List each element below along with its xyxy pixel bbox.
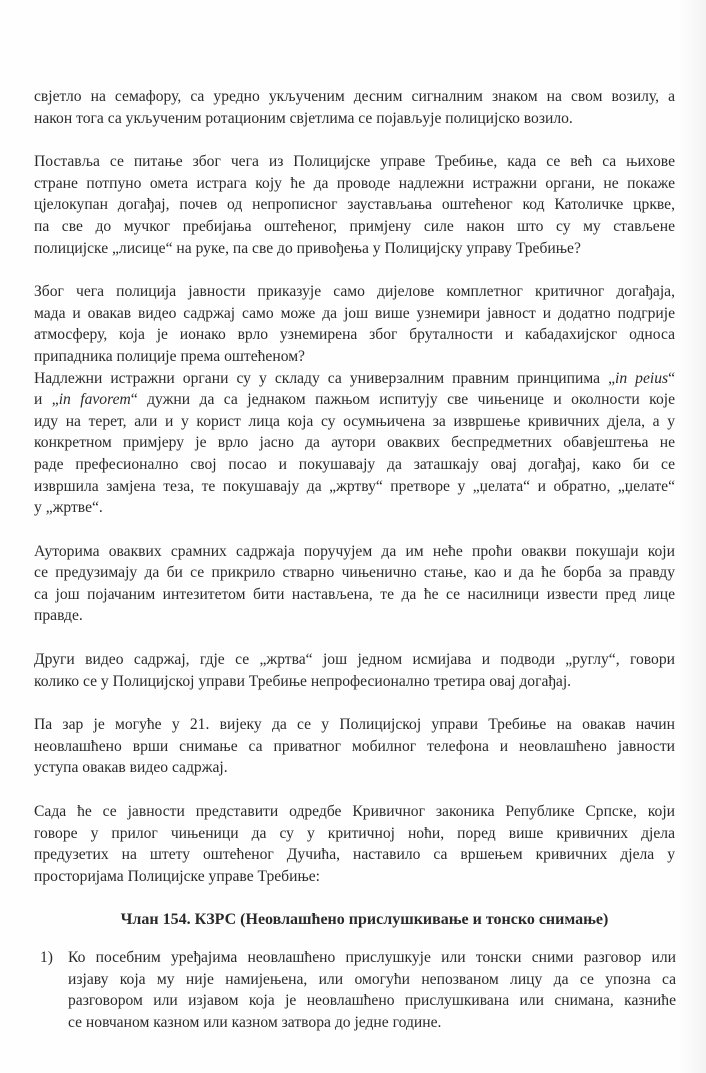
text-line: раде префесионално свој посао и покушавају да заташкају овај догађај, како би се [34, 455, 675, 473]
text-segment: “ [668, 369, 676, 387]
list-item [40, 947, 676, 1033]
text-line: Други видео садржај, гдје се „жртва“ још једном исмијава и подводи „руглу“, говори [34, 651, 675, 669]
text-line: иду на терет, али и у корист лица која су осумњичена за извршење кривичних дјела, а у [34, 412, 675, 430]
text-line: правде. [34, 607, 83, 625]
text-line: конкретном примјеру је врло јасно да аутори оваквих беспредметних обавјештења не [34, 434, 675, 452]
text-line-with-italic [34, 389, 675, 411]
text-line: свјетло на семафору, са уредно укљученим десним сигналним знаком на свом возилу, а [34, 88, 675, 105]
text-line: припадника полиције према оштећеном? [34, 347, 305, 365]
article-heading: Члан 154. КЗРС (Неовлашћено прислушкивање и тонско снимање) [120, 911, 609, 929]
text-line: у „жртве“. [34, 499, 103, 517]
text-line: Па зар је могуће у 21. вијеку да се у Полицијској управи Требиње на овакав начин [34, 716, 675, 734]
latin-term-in-favorem: in favorem [58, 391, 131, 409]
text-line: стране потпуно омета истрага коју ће да проводе надлежни истражни органи, не покаже [34, 174, 675, 192]
text-segment: “ дужни да са једнаком пажњом испитују све чињенице и околности које [130, 391, 675, 409]
text-line: се новчаном казном или казном затвора до једне године. [68, 1013, 442, 1031]
text-line: говоре у прилог чињеници да су у критичној ноћи, поред више кривичних дјела [34, 824, 675, 842]
text-line: Због чега полиција јавности приказује само дијелове комплетног критичног догађаја, [34, 283, 675, 301]
latin-term-in-peius: in peius [615, 369, 669, 387]
text-line: Ауторима оваквих срамних садржаја поручујем да им неће проћи овакви покушаји који [34, 542, 675, 560]
text-line: изјаву која му није намијењена, или омогући непозваном лицу да се упозна са [68, 970, 676, 988]
paragraph-3 [34, 281, 675, 519]
text-line: цјелокупан догађај, почев од непрописног заустављања оштећеног код Католичке цркве, [34, 196, 675, 214]
text-line: са још појачаним интезитетом бити настављена, те да ће се насилници извести пред лице [34, 585, 675, 603]
text-line: неовлашћено врши снимање са приватног мобилног телефона и неовлашћено јавности [34, 737, 675, 755]
text-line: Сада ће се јавности представити одредбе Кривичног законика Републике Српске, који [34, 803, 675, 821]
text-line: извршила замјена теза, те покушавају да „жртву“ претворе у „џелата“ и обратно, „џелате“ [34, 477, 675, 495]
paragraph-4 [34, 541, 675, 627]
text-line: уступа овакав видео садржај. [34, 759, 228, 777]
text-line: разговором или изјавом која је неовлашћено прислушкивана или снимана, казниће [68, 992, 676, 1010]
paragraph-2 [34, 151, 675, 259]
text-line: просторијама Полицијске управе Требиње: [34, 867, 320, 885]
text-line: Ко посебним уређајима неовлашћено прислушкује или тонски сними разговор или [68, 949, 676, 966]
paragraph-6 [34, 714, 675, 779]
text-line: се предузимају да би се прикрило стварно чињенично стање, као и да ће борба за правду [34, 564, 675, 582]
text-segment: и „ [34, 391, 59, 409]
text-line: након тога са укљученим ротационим свјетлима се појављује полицијско возило. [34, 109, 573, 127]
paragraph-1 [34, 86, 675, 129]
text-line: мада и овакав видео садржај само може да још више узнемири јавност и додатно подгрије [34, 304, 675, 322]
page-edge-shadow [676, 0, 706, 1073]
paragraph-5 [34, 649, 675, 692]
text-segment: Надлежни истражни органи су у складу са универзалним правним принципима „ [34, 369, 615, 387]
list-item-number: 1) [40, 949, 53, 966]
text-line: полицијске „лисице“ на руке, па све до привођења у Полицијску управу Требиње? [34, 239, 581, 257]
text-line: предузетих на штету оштећеног Дучића, наставило са вршењем кривичних дјела у [34, 846, 675, 864]
text-line-with-italic [34, 368, 675, 390]
paragraph-7 [34, 801, 675, 887]
text-line: па све до мучког пребијања оштећеног, примјену силе након што су му стављене [34, 217, 675, 235]
text-line: атмосферу, која је ионако врло узнемирена због бруталности и кабадахијског односа [34, 326, 675, 344]
text-line: колико се у Полицијској управи Требиње непрофесионално третира овај догађај. [34, 672, 572, 690]
list-item-body [68, 947, 676, 1033]
text-line: Поставља се питање због чега из Полицијске управе Требиње, када се већ са њихове [34, 153, 675, 171]
